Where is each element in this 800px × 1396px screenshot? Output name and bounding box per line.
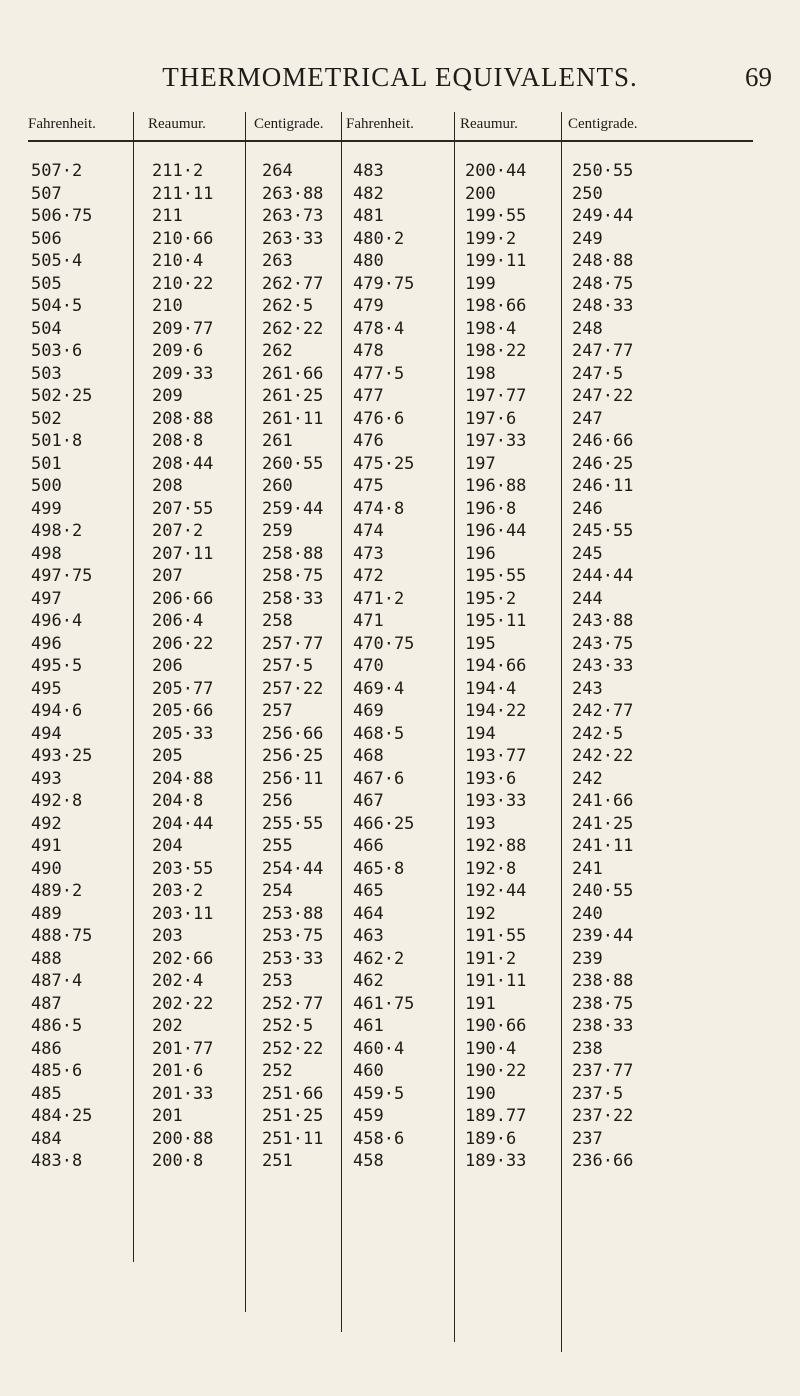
table-cell: 193	[465, 813, 496, 834]
table-cell: 472	[353, 566, 384, 586]
table-cell: 474	[353, 521, 384, 541]
table-cell: 258·33	[262, 588, 324, 609]
table-cell: 502	[31, 408, 62, 429]
table-cell: 211·2	[152, 161, 204, 181]
table-cell: 505·4	[31, 251, 83, 271]
table-cell: 199	[465, 273, 496, 294]
table-cell: 252·22	[262, 1038, 324, 1059]
table-cell: 206·4	[152, 611, 204, 631]
table-cell: 242·5	[572, 723, 624, 744]
table-cell: 211·11	[152, 183, 214, 204]
column-divider-1	[133, 112, 134, 1262]
table-cell: 202	[152, 1016, 183, 1036]
table-cell: 476	[353, 431, 384, 451]
table-cell: 477·5	[353, 363, 405, 384]
table-cell: 501	[31, 453, 62, 474]
table-cell: 254	[262, 881, 293, 901]
column-fahrenheit-1	[31, 160, 92, 1173]
table-cell: 203·2	[152, 881, 204, 901]
table-cell: 248·75	[572, 273, 634, 294]
table-cell: 190·4	[465, 1038, 517, 1059]
table-cell: 258·88	[262, 543, 324, 564]
table-cell: 190·66	[465, 1016, 527, 1036]
table-cell: 484	[31, 1128, 62, 1149]
table-cell: 463	[353, 926, 384, 946]
table-cell: 200·8	[152, 1151, 204, 1171]
table-cell: 257·5	[262, 656, 314, 676]
table-cell: 256·11	[262, 768, 324, 789]
table-cell: 209	[152, 386, 183, 406]
table-cell: 504·5	[31, 296, 83, 316]
table-cell: 201·6	[152, 1061, 204, 1081]
table-cell: 247	[572, 408, 603, 429]
table-cell: 507·2	[31, 161, 83, 181]
table-cell: 242·22	[572, 746, 634, 766]
table-cell: 256	[262, 791, 293, 811]
table-cell: 206	[152, 656, 183, 676]
table-cell: 253·33	[262, 948, 324, 969]
table-cell: 207	[152, 566, 183, 586]
table-cell: 465	[353, 881, 384, 901]
table-cell: 242·77	[572, 701, 634, 721]
table-cell: 251·25	[262, 1106, 324, 1126]
table-cell: 251·11	[262, 1128, 324, 1149]
table-cell: 247·22	[572, 386, 634, 406]
column-centigrade-2	[572, 160, 633, 1173]
table-cell: 479	[353, 296, 384, 316]
table-cell: 257·22	[262, 678, 324, 699]
table-cell: 506·75	[31, 206, 93, 226]
table-cell: 204·88	[152, 768, 214, 789]
table-cell: 498·2	[31, 521, 83, 541]
table-cell: 191·55	[465, 926, 527, 946]
table-cell: 254·44	[262, 858, 324, 879]
table-cell: 194·22	[465, 701, 527, 721]
table-cell: 195	[465, 633, 496, 654]
table-cell: 473	[353, 543, 384, 564]
table-cell: 466·25	[353, 813, 415, 834]
table-cell: 194·66	[465, 656, 527, 676]
table-cell: 459·5	[353, 1083, 405, 1104]
table-cell: 241·11	[572, 836, 634, 856]
table-cell: 261	[262, 431, 293, 451]
table-cell: 248·33	[572, 296, 634, 316]
table-cell: 206·22	[152, 633, 214, 654]
table-cell: 458	[353, 1151, 384, 1171]
table-cell: 482	[353, 183, 384, 204]
table-cell: 493	[31, 768, 62, 789]
table-cell: 503·6	[31, 341, 83, 361]
table-cell: 485·6	[31, 1061, 83, 1081]
table-cell: 237·5	[572, 1083, 624, 1104]
table-cell: 462	[353, 971, 384, 991]
table-cell: 191·11	[465, 971, 527, 991]
table-cell: 238	[572, 1038, 603, 1059]
table-cell: 263·73	[262, 206, 324, 226]
table-cell: 192·8	[465, 858, 517, 879]
table-cell: 243·33	[572, 656, 634, 676]
table-cell: 208	[152, 476, 183, 496]
table-cell: 241·25	[572, 813, 634, 834]
header-reaumur-1: Reaumur.	[148, 116, 206, 132]
table-cell: 242	[572, 768, 603, 789]
table-cell: 492·8	[31, 791, 83, 811]
table-cell: 487	[31, 993, 62, 1014]
table-cell: 469	[353, 701, 384, 721]
table-cell: 487·4	[31, 971, 83, 991]
table-cell: 210	[152, 296, 183, 316]
table-cell: 199·55	[465, 206, 527, 226]
table-cell: 238·33	[572, 1016, 634, 1036]
table-cell: 489·2	[31, 881, 83, 901]
table-cell: 208·44	[152, 453, 214, 474]
table-cell: 207·2	[152, 521, 204, 541]
column-fahrenheit-2	[353, 160, 414, 1173]
table-cell: 249·44	[572, 206, 634, 226]
table-cell: 192·44	[465, 881, 527, 901]
table-cell: 505	[31, 273, 62, 294]
table-cell: 203	[152, 926, 183, 946]
table-cell: 263·88	[262, 183, 324, 204]
table-cell: 481	[353, 206, 384, 226]
page-number: 69	[745, 62, 772, 92]
table-cell: 490	[31, 858, 62, 879]
table-cell: 259	[262, 521, 293, 541]
table-cell: 210·4	[152, 251, 204, 271]
table-cell: 483·8	[31, 1151, 83, 1171]
table-cell: 245·55	[572, 521, 634, 541]
table-cell: 475	[353, 476, 384, 496]
table-cell: 247·5	[572, 363, 624, 384]
table-cell: 264	[262, 161, 293, 181]
table-cell: 201·77	[152, 1038, 214, 1059]
table-cell: 464	[353, 903, 384, 924]
table-cell: 247·77	[572, 341, 634, 361]
table-cell: 497·75	[31, 566, 93, 586]
table-cell: 199·2	[465, 228, 517, 249]
table-cell: 476·6	[353, 408, 405, 429]
table-cell: 495·5	[31, 656, 83, 676]
table-cell: 460	[353, 1061, 384, 1081]
table-cell: 496	[31, 633, 62, 654]
table-cell: 196	[465, 543, 496, 564]
table-cell: 202·22	[152, 993, 214, 1014]
table-cell: 480	[353, 251, 384, 271]
table-cell: 196·88	[465, 476, 527, 496]
table-cell: 195·55	[465, 566, 527, 586]
conversion-table	[28, 112, 798, 1372]
table-cell: 477	[353, 386, 384, 406]
table-cell: 255·55	[262, 813, 324, 834]
table-cell: 204	[152, 836, 183, 856]
header-reaumur-2: Reaumur.	[460, 116, 518, 132]
table-cell: 263·33	[262, 228, 324, 249]
table-cell: 197·6	[465, 408, 517, 429]
table-cell: 488	[31, 948, 62, 969]
table-cell: 197·33	[465, 431, 527, 451]
table-cell: 193·77	[465, 746, 527, 766]
table-cell: 488·75	[31, 926, 93, 946]
table-cell: 467	[353, 791, 384, 811]
table-cell: 193·33	[465, 791, 527, 811]
table-cell: 468·5	[353, 723, 405, 744]
table-cell: 208·88	[152, 408, 214, 429]
table-cell: 462·2	[353, 948, 405, 969]
table-cell: 204·8	[152, 791, 204, 811]
table-cell: 255	[262, 836, 293, 856]
table-cell: 195·2	[465, 588, 517, 609]
table-cell: 193·6	[465, 768, 517, 789]
table-cell: 205	[152, 746, 183, 766]
table-cell: 195·11	[465, 611, 527, 631]
table-cell: 263	[262, 251, 293, 271]
table-cell: 196·44	[465, 521, 527, 541]
table-cell: 262	[262, 341, 293, 361]
table-cell: 502·25	[31, 386, 93, 406]
table-cell: 461	[353, 1016, 384, 1036]
table-cell: 262·22	[262, 318, 324, 339]
table-cell: 248·88	[572, 251, 634, 271]
table-cell: 494·6	[31, 701, 83, 721]
table-cell: 471·2	[353, 588, 405, 609]
table-cell: 506	[31, 228, 62, 249]
table-cell: 469·4	[353, 678, 405, 699]
table-cell: 201	[152, 1106, 183, 1126]
table-cell: 237·22	[572, 1106, 634, 1126]
table-cell: 486	[31, 1038, 62, 1059]
table-cell: 483	[353, 161, 384, 181]
column-divider-2	[245, 112, 246, 1312]
table-cell: 240	[572, 903, 603, 924]
table-cell: 207·55	[152, 498, 214, 519]
table-cell: 470	[353, 656, 384, 676]
table-cell: 194	[465, 723, 496, 744]
table-cell: 261·25	[262, 386, 324, 406]
table-cell: 192·88	[465, 836, 527, 856]
table-cell: 261·66	[262, 363, 324, 384]
table-cell: 209·33	[152, 363, 214, 384]
table-cell: 459	[353, 1106, 384, 1126]
table-cell: 484·25	[31, 1106, 93, 1126]
table-cell: 191·2	[465, 948, 517, 969]
header-rule	[28, 140, 753, 142]
table-cell: 474·8	[353, 498, 405, 519]
table-cell: 461·75	[353, 993, 415, 1014]
table-cell: 203·55	[152, 858, 214, 879]
table-cell: 507	[31, 183, 62, 204]
table-cell: 246	[572, 498, 603, 519]
table-cell: 191	[465, 993, 496, 1014]
table-cell: 198·4	[465, 318, 517, 339]
table-cell: 503	[31, 363, 62, 384]
table-cell: 252·5	[262, 1016, 314, 1036]
table-cell: 496·4	[31, 611, 83, 631]
table-cell: 205·33	[152, 723, 214, 744]
table-cell: 485	[31, 1083, 62, 1104]
table-cell: 493·25	[31, 746, 93, 766]
table-cell: 239	[572, 948, 603, 969]
table-cell: 200·44	[465, 161, 527, 181]
table-cell: 246·25	[572, 453, 634, 474]
table-cell: 249	[572, 228, 603, 249]
table-cell: 205·77	[152, 678, 214, 699]
table-cell: 198·66	[465, 296, 527, 316]
table-cell: 252	[262, 1061, 293, 1081]
table-cell: 198·22	[465, 341, 527, 361]
table-cell: 244·44	[572, 566, 634, 586]
table-cell: 190	[465, 1083, 496, 1104]
table-cell: 200·88	[152, 1128, 214, 1149]
table-cell: 207·11	[152, 543, 214, 564]
table-cell: 202·66	[152, 948, 214, 969]
table-cell: 189.77	[465, 1106, 527, 1126]
table-cell: 262·77	[262, 273, 324, 294]
header-fahrenheit-1: Fahrenheit.	[28, 116, 96, 132]
table-cell: 240·55	[572, 881, 634, 901]
table-cell: 194·4	[465, 678, 517, 699]
table-cell: 246·66	[572, 431, 634, 451]
table-cell: 251	[262, 1151, 293, 1171]
table-cell: 253	[262, 971, 293, 991]
table-cell: 501·8	[31, 431, 83, 451]
table-cell: 250·55	[572, 161, 634, 181]
column-divider-4	[454, 112, 455, 1342]
table-cell: 237·77	[572, 1061, 634, 1081]
table-cell: 258·75	[262, 566, 324, 586]
table-cell: 251·66	[262, 1083, 324, 1104]
table-cell: 246·11	[572, 476, 634, 496]
table-cell: 208·8	[152, 431, 204, 451]
table-cell: 479·75	[353, 273, 415, 294]
table-cell: 460·4	[353, 1038, 405, 1059]
table-cell: 260·55	[262, 453, 324, 474]
table-cell: 196·8	[465, 498, 517, 519]
table-cell: 197·77	[465, 386, 527, 406]
table-cell: 489	[31, 903, 62, 924]
table-cell: 497	[31, 588, 62, 609]
table-cell: 491	[31, 836, 62, 856]
table-cell: 206·66	[152, 588, 214, 609]
table-cell: 202·4	[152, 971, 204, 991]
table-cell: 241·66	[572, 791, 634, 811]
table-cell: 197	[465, 453, 496, 474]
table-cell: 260	[262, 476, 293, 496]
table-cell: 494	[31, 723, 62, 744]
column-divider-5	[561, 112, 562, 1352]
table-cell: 257	[262, 701, 293, 721]
table-cell: 189·33	[465, 1151, 527, 1171]
table-cell: 458·6	[353, 1128, 405, 1149]
table-cell: 500	[31, 476, 62, 496]
table-cell: 189·6	[465, 1128, 517, 1149]
table-cell: 262·5	[262, 296, 314, 316]
table-cell: 245	[572, 543, 603, 564]
table-cell: 190·22	[465, 1061, 527, 1081]
table-cell: 499	[31, 498, 62, 519]
table-cell: 204·44	[152, 813, 214, 834]
table-cell: 192	[465, 903, 496, 924]
table-cell: 478·4	[353, 318, 405, 339]
table-cell: 467·6	[353, 768, 405, 789]
table-cell: 238·88	[572, 971, 634, 991]
column-reaumur-1	[152, 160, 213, 1173]
table-cell: 468	[353, 746, 384, 766]
table-cell: 470·75	[353, 633, 415, 654]
table-cell: 253·88	[262, 903, 324, 924]
table-cell: 243·75	[572, 633, 634, 654]
table-cell: 495	[31, 678, 62, 699]
table-cell: 256·66	[262, 723, 324, 744]
table-cell: 243	[572, 678, 603, 699]
table-cell: 198	[465, 363, 496, 384]
header-centigrade-2: Centigrade.	[568, 116, 638, 132]
table-cell: 475·25	[353, 453, 415, 474]
table-cell: 237	[572, 1128, 603, 1149]
table-cell: 471	[353, 611, 384, 631]
table-cell: 261·11	[262, 408, 324, 429]
table-cell: 480·2	[353, 228, 405, 249]
table-cell: 199·11	[465, 251, 527, 271]
table-cell: 478	[353, 341, 384, 361]
table-cell: 201·33	[152, 1083, 214, 1104]
table-cell: 244	[572, 588, 603, 609]
column-divider-3	[341, 112, 342, 1332]
table-cell: 239·44	[572, 926, 634, 946]
column-reaumur-2	[465, 160, 526, 1173]
header-fahrenheit-2: Fahrenheit.	[346, 116, 414, 132]
table-cell: 466	[353, 836, 384, 856]
table-cell: 210·22	[152, 273, 214, 294]
table-cell: 211	[152, 206, 183, 226]
table-cell: 252·77	[262, 993, 324, 1014]
table-cell: 258	[262, 611, 293, 631]
table-cell: 259·44	[262, 498, 324, 519]
table-cell: 248	[572, 318, 603, 339]
table-cell: 236·66	[572, 1151, 634, 1171]
table-cell: 241	[572, 858, 603, 879]
table-cell: 209·77	[152, 318, 214, 339]
table-cell: 238·75	[572, 993, 634, 1014]
table-cell: 205·66	[152, 701, 214, 721]
table-cell: 209·6	[152, 341, 204, 361]
table-cell: 210·66	[152, 228, 214, 249]
page-title: THERMOMETRICAL EQUIVALENTS.	[162, 62, 638, 92]
table-cell: 504	[31, 318, 62, 339]
table-cell: 465·8	[353, 858, 405, 879]
table-cell: 486·5	[31, 1016, 83, 1036]
table-cell: 498	[31, 543, 62, 564]
table-cell: 203·11	[152, 903, 214, 924]
header-centigrade-1: Centigrade.	[254, 116, 324, 132]
table-cell: 250	[572, 183, 603, 204]
table-cell: 200	[465, 183, 496, 204]
table-cell: 253·75	[262, 926, 324, 946]
table-cell: 492	[31, 813, 62, 834]
column-centigrade-1	[262, 160, 323, 1173]
table-cell: 256·25	[262, 746, 324, 766]
table-cell: 243·88	[572, 611, 634, 631]
table-cell: 257·77	[262, 633, 324, 654]
